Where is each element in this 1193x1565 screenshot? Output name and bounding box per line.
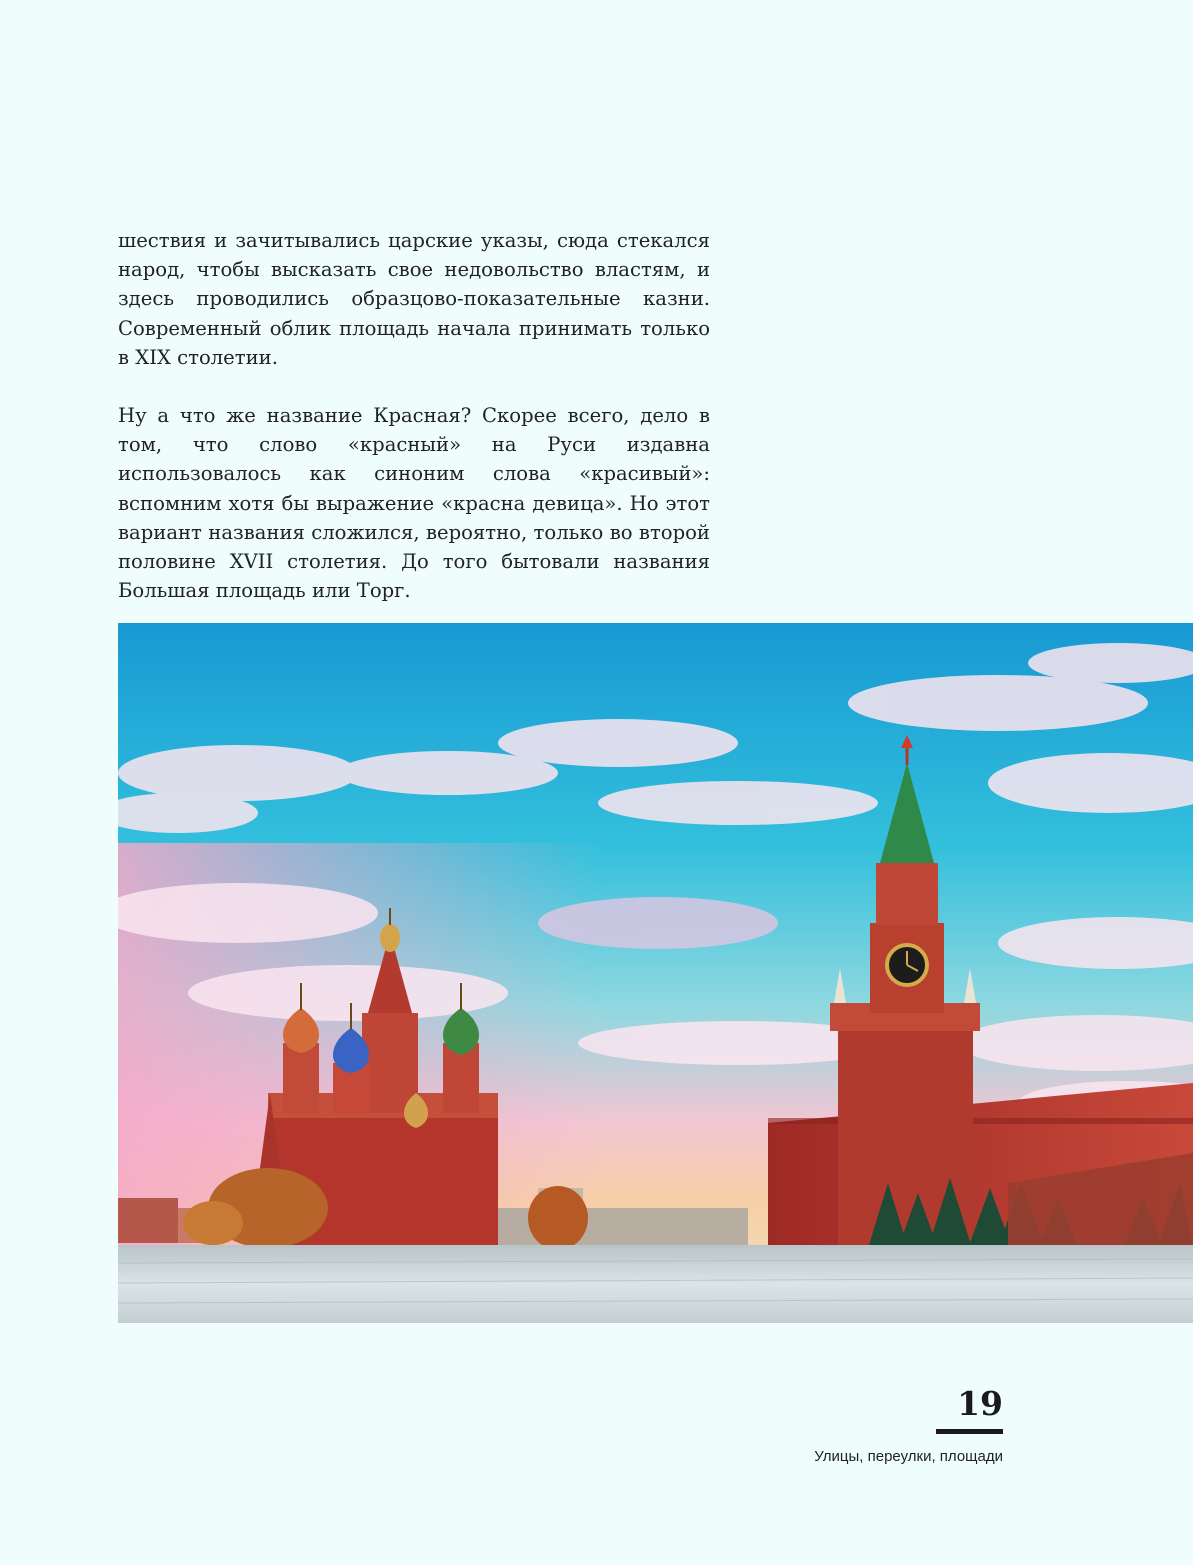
paragraph-1: шествия и зачитывались царские указы, сюда стекался народ, чтобы высказать свое недовольство властям, и здесь проводились образцово-показательные казни. Современный облик площадь начала принимать только в XIX столетии.: [118, 229, 710, 369]
page-number-rule: [936, 1429, 1003, 1434]
body-text: [118, 226, 710, 605]
cobblestone-square: [118, 1245, 1193, 1323]
running-footer: Улицы, переулки, площади: [814, 1448, 1003, 1465]
paragraph-2: Ну а что же название Красная? Скорее всего, дело в том, что слово «красный» на Руси издавна использовалось как синоним слова «красивый»: вспомним хотя бы выражение «красна девица». Но этот вариант названия сложился, вероятно, только во второй половине XVII столетия. До того бытовали названия Большая площадь или Торг.: [118, 404, 710, 603]
red-square-photo: [118, 623, 1193, 1323]
page-number: 19: [957, 1384, 1003, 1423]
